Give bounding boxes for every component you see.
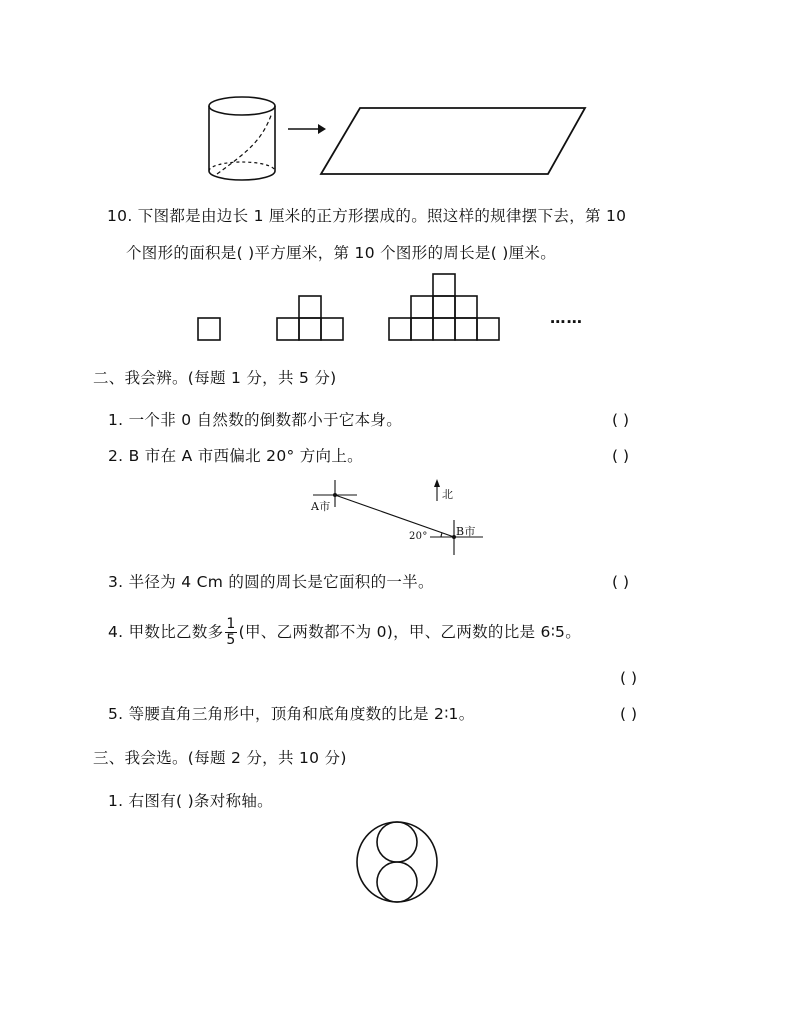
- s2-answer-paren-3[interactable]: ( ): [612, 573, 630, 591]
- s2-answer-paren-2[interactable]: ( ): [612, 447, 630, 465]
- section-3-heading: 三、我会选。(每题 2 分，共 10 分): [93, 749, 347, 767]
- map-label-b: B市: [456, 525, 476, 538]
- map-label-angle: 20°: [409, 531, 428, 542]
- s2-item-2: 2. B 市在 A 市西偏北 20° 方向上。: [108, 447, 363, 465]
- s2-item-4-post: (甲、乙两数都不为 0)，甲、乙两数的比是 6∶5。: [238, 623, 582, 641]
- s2-item-1: 1. 一个非 0 自然数的倒数都小于它本身。: [108, 411, 403, 429]
- s2-item-4-pre: 4. 甲数比乙数多: [108, 623, 224, 641]
- map-label-north: 北: [442, 488, 454, 501]
- s2-item-3: 3. 半径为 4 Cm 的圆的周长是它面积的一半。: [108, 573, 434, 591]
- s2-item-5: 5. 等腰直角三角形中，顶角和底角度数的比是 2∶1。: [108, 705, 475, 723]
- s2-answer-paren-1[interactable]: ( ): [612, 411, 630, 429]
- s3-item-1: 1. 右图有( )条对称轴。: [108, 792, 273, 810]
- fraction-numerator: 1: [226, 616, 236, 632]
- q10-line-2: 个图形的面积是( )平方厘米，第 10 个图形的周长是( )厘米。: [126, 244, 557, 262]
- q10-line-1: 10. 下图都是由边长 1 厘米的正方形摆成的。照这样的规律摆下去，第 10: [107, 207, 627, 225]
- ellipsis: ……: [550, 309, 583, 327]
- s2-answer-paren-4[interactable]: ( ): [620, 669, 638, 687]
- s2-answer-paren-5[interactable]: ( ): [620, 705, 638, 723]
- fraction-denominator: 5: [226, 632, 236, 648]
- section-2-heading: 二、我会辨。(每题 1 分，共 5 分): [93, 369, 337, 387]
- map-label-a: A市: [311, 500, 331, 513]
